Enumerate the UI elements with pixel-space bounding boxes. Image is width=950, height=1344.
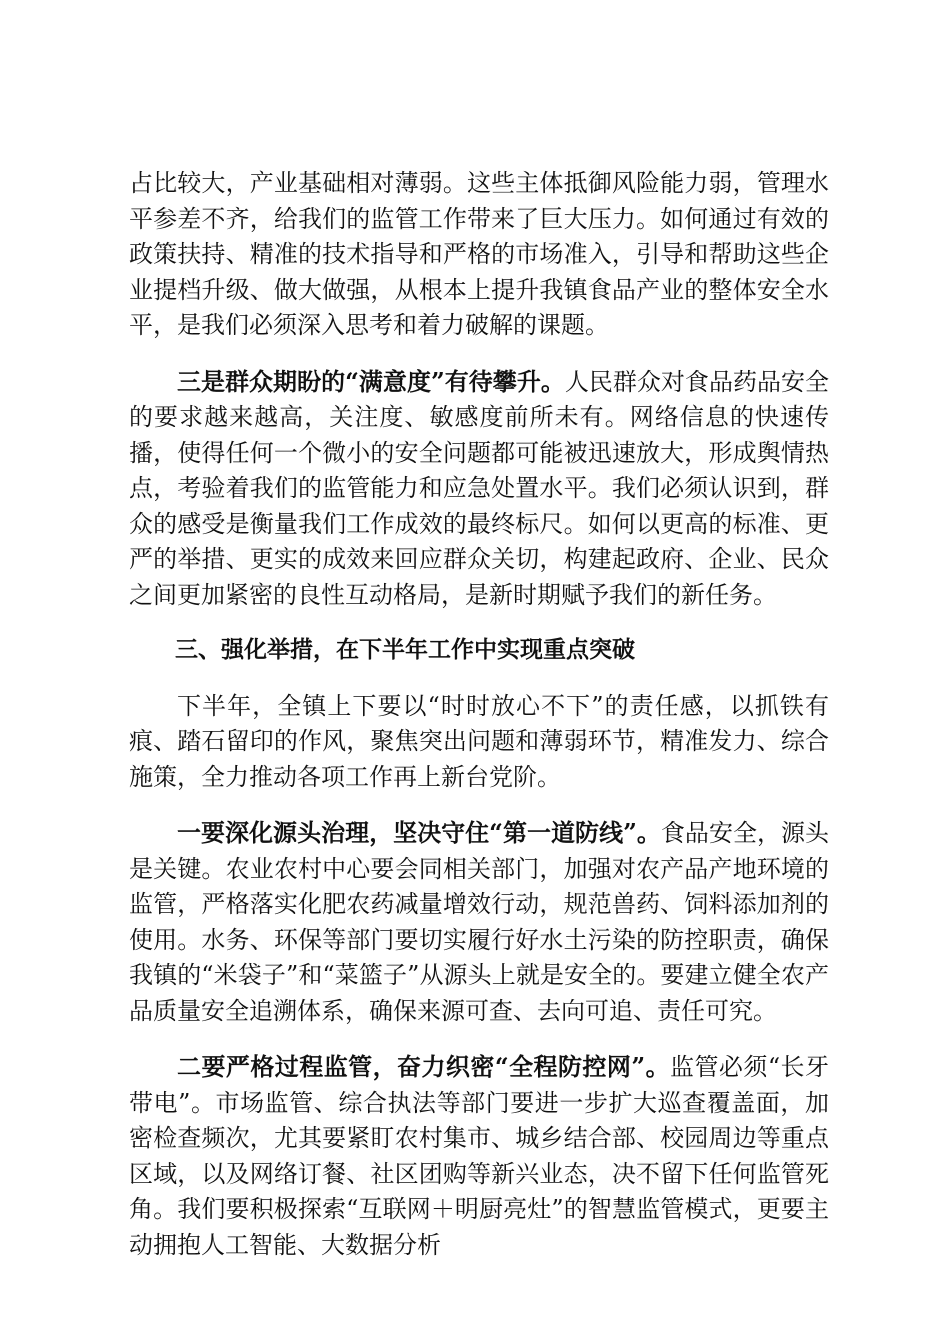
paragraph-text: 下半年，全镇上下要以“时时放心不下”的责任感，以抓铁有痕、踏石留印的作风，聚焦突出问题和薄弱环节，精准发力、综合施策，全力推动各项工作再上新台党阶。 xyxy=(129,691,829,791)
paragraph-lead: 二要严格过程监管，奋力织密“全程防控网”。 xyxy=(177,1052,671,1081)
paragraph-point-three xyxy=(129,364,829,614)
paragraph-text: 人民群众对食品药品安全的要求越来越高，关注度、敏感度前所未有。网络信息的快速传播，使得任何一个微小的安全问题都可能被迅速放大，形成舆情热点，考验着我们的监管能力和应急处置水平。我们必须认识到，群众的感受是衡量我们工作成效的最终标尺。如何以更高的标准、更严的举措、更实的成效来回应群众关切，构建起政府、企业、民众之间更加紧密的良性互动格局，是新时期赋予我们的新任务。 xyxy=(129,367,830,609)
paragraph-point-two xyxy=(129,1049,829,1263)
paragraph-text: 监管必须“长牙带电”。市场监管、综合执法等部门要进一步扩大巡查覆盖面，加密检查频次，尤其要紧盯农村集市、城乡结合部、校园周边等重点区域，以及网络订餐、社区团购等新兴业态，决不留下任何监管死角。我们要积极探索“互联网＋明厨亮灶”的智慧监管模式，更要主动拥抱人工智能、大数据分析 xyxy=(129,1053,829,1259)
paragraph-intro xyxy=(129,689,829,796)
paragraph-point-one xyxy=(129,815,829,1029)
section-heading: 三、强化举措，在下半年工作中实现重点突破 xyxy=(175,637,635,663)
paragraph-text: 占比较大，产业基础相对薄弱。这些主体抵御风险能力弱，管理水平参差不齐，给我们的监管工作带来了巨大压力。如何通过有效的政策扶持、精准的技术指导和严格的市场准入，引导和帮助这些企业提档升级、做大做强，从根本上提升我镇食品产业的整体安全水平，是我们必须深入思考和着力破解的课题。 xyxy=(129,169,829,339)
paragraph-lead: 三是群众期盼的“满意度”有待攀升。 xyxy=(177,366,565,396)
paragraph-lead: 一要深化源头治理，坚决守住“第一道防线”。 xyxy=(177,818,661,847)
document-body xyxy=(129,166,829,1283)
paragraph-continuation xyxy=(129,166,829,344)
paragraph-text: 食品安全，源头是关键。农业农村中心要会同相关部门，加强对农产品产地环境的监管，严格落实化肥农药减量增效行动，规范兽药、饲料添加剂的使用。水务、环保等部门要切实履行好水土污染的防控职责，确保我镇的“米袋子”和“菜篮子”从源头上就是安全的。要建立健全农产品质量安全追溯体系，确保来源可查、去向可追、责任可究。 xyxy=(129,819,830,1025)
